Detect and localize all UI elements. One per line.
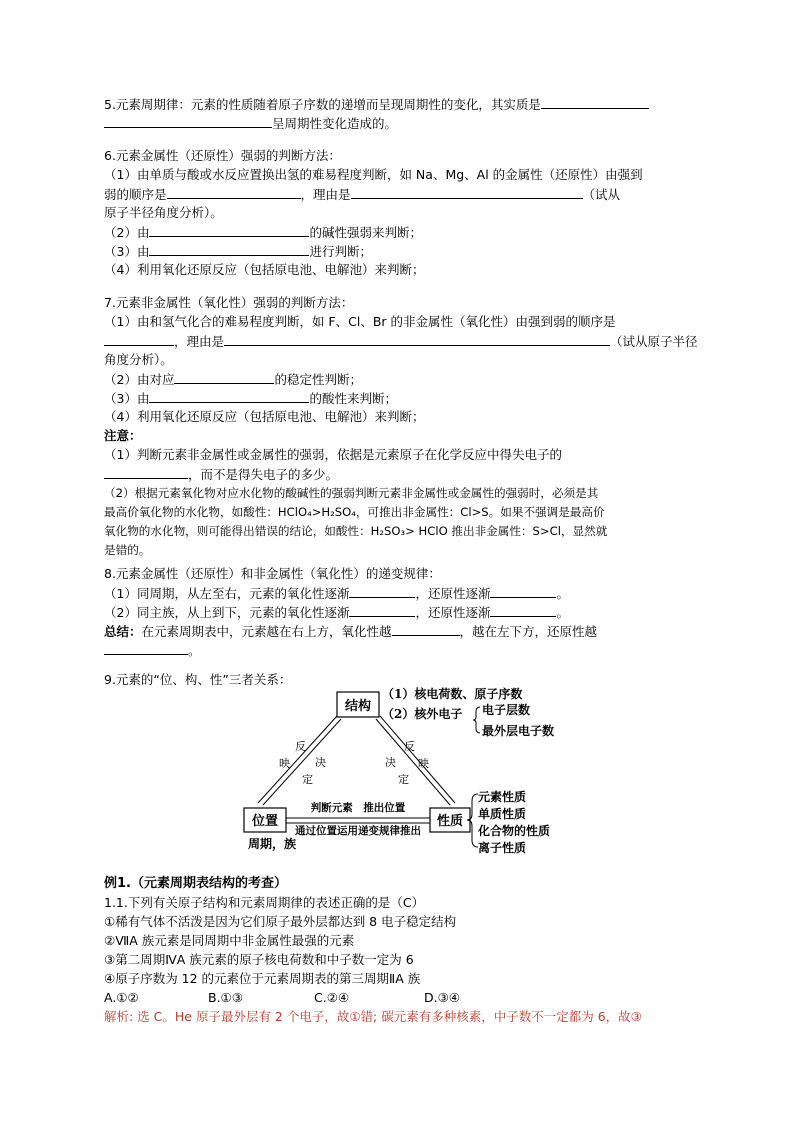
prop-2: 单质性质 xyxy=(478,807,527,821)
left-edge-inner xyxy=(263,719,341,805)
s7-line6: （4）利用氧化还原反应（包括原电池、电解池）来判断； xyxy=(104,409,425,424)
answer-analysis: 解析: 选 C。He 原子最外层有 2 个电子，故①错; 碳元素有多种核素，中子数不一定都为 6，故③ xyxy=(104,1009,642,1024)
blank[interactable] xyxy=(167,186,301,199)
blank[interactable] xyxy=(174,371,274,384)
choice-b[interactable]: B.①③ xyxy=(208,990,243,1005)
blank[interactable] xyxy=(490,585,556,598)
note-1a: （1）判断元素非金属性或金属性的强弱，依据是元素原子在化学反应中得失电子的 xyxy=(104,447,562,462)
struct-detail-2a: 电子层数 xyxy=(482,703,531,717)
option-1: ①稀有气体不活泼是因为它们原子最外层都达到 8 电子稳定结构 xyxy=(104,914,457,929)
blank[interactable] xyxy=(104,642,188,655)
s6-line2: 弱的顺序是 ，理由是 （试从 xyxy=(104,187,621,202)
s5-line2: 呈周期性变化造成的。 xyxy=(104,115,397,132)
brace-properties xyxy=(467,794,478,847)
blank[interactable] xyxy=(392,623,460,636)
blank[interactable] xyxy=(490,604,556,617)
s6-line6: （4）利用氧化还原反应（包括原电池、电解池）来判断； xyxy=(104,262,425,277)
blank[interactable] xyxy=(349,604,415,617)
right-decide-1: 决 xyxy=(385,756,396,769)
s7-line2: ，理由是 （试从原子半径 xyxy=(104,333,698,350)
s7-title: 7.元素非金属性（氧化性）强弱的判断方法： xyxy=(104,295,354,310)
struct-detail-2: （2）核外电子 xyxy=(382,707,463,721)
s7-line4: （2）由对应 的稳定性判断； xyxy=(104,372,362,387)
question: 1.1.下列有关原子结构和元素周期律的表述正确的是（C） xyxy=(104,895,425,910)
s8-line1: （1）同周期，从左至右，元素的氧化性逐渐 ，还原性逐渐 。 xyxy=(104,586,569,601)
s7-line1: （1）由和氢气化合的难易程度判断，如 F、Cl、Br 的非金属性（氧化性）由强到弱的顺序是 xyxy=(104,314,616,329)
prop-1: 元素性质 xyxy=(478,790,527,804)
right-reflect-2: 映 xyxy=(418,757,429,770)
note-2b: 最高价氧化物的水化物，如酸性：HClO₄>H₂SO₄，可推出非金属性：Cl>S。如果不强调是最高价 xyxy=(104,505,605,519)
s7-line5: （3）由 的酸性来判断； xyxy=(104,391,397,406)
blank[interactable] xyxy=(349,585,415,598)
position-label: 位置 xyxy=(251,814,279,829)
s8-line2: （2）同主族，从上到下，元素的氧化性逐渐 ，还原性逐渐 。 xyxy=(104,605,569,620)
note-title: 注意： xyxy=(104,428,142,443)
left-decide-2: 定 xyxy=(302,773,313,786)
struct-detail-1: （1）核电荷数、原子序数 xyxy=(382,687,523,701)
option-2: ②ⅦA 族元素是同周期中非金属性最强的元素 xyxy=(104,933,355,948)
note-2a: （2）根据元素氧化物对应水化物的酸碱性的强弱判断元素非金属性或金属性的强弱时，必须是其 xyxy=(104,486,599,500)
position-sub: 周期，族 xyxy=(248,837,297,851)
s6-line5: （3）由 进行判断； xyxy=(104,244,372,259)
note-2c: 氧化物的水化物，则可能得出错误的结论，如酸性：H₂SO₃> HClO 推出非金属性：S>Cl，显然就 xyxy=(104,524,608,538)
example-title: 例1.（元素周期表结构的考查） xyxy=(104,876,287,891)
blank[interactable] xyxy=(351,186,583,199)
top-edge-label: 判断元素 推出位置 xyxy=(310,802,406,814)
right-reflect-1: 反 xyxy=(404,740,415,753)
struct-detail-2b: 最外层电子数 xyxy=(482,724,555,738)
blank[interactable] xyxy=(104,333,174,346)
s8-summary: 总结：在元素周期表中，元素越在右上方，氧化性越 ，越在左下方，还原性越 xyxy=(104,624,598,639)
left-reflect-1: 反 xyxy=(295,740,306,753)
s8-title: 8.元素金属性（还原性）和非金属性（氧化性）的递变规律： xyxy=(104,566,441,581)
option-4: ④原子序数为 12 的元素位于元素周期表的第三周期ⅡA 族 xyxy=(104,971,421,986)
property-label: 性质 xyxy=(436,814,464,829)
choice-a[interactable]: A.①② xyxy=(104,990,139,1005)
brace-electron xyxy=(473,707,480,733)
s6-line4: （2）由 的碱性强弱来判断； xyxy=(104,225,422,240)
right-decide-2: 定 xyxy=(398,773,409,786)
note-1b: ，而不是得失电子的多少。 xyxy=(104,466,338,483)
choice-c[interactable]: C.②④ xyxy=(314,990,350,1005)
s6-line3: 原子半径角度分析）。 xyxy=(104,205,223,220)
prop-3: 化合物的性质 xyxy=(478,824,551,838)
structure-label: 结构 xyxy=(344,699,372,714)
relationship-diagram xyxy=(240,686,580,856)
blank[interactable] xyxy=(541,96,649,109)
option-3: ③第二周期ⅣA 族元素的原子核电荷数和中子数一定为 6 xyxy=(104,952,414,967)
blank[interactable] xyxy=(104,466,188,479)
left-reflect-2: 映 xyxy=(279,757,290,770)
s7-line3: 角度分析）。 xyxy=(104,352,173,367)
s9-title: 9.元素的“位、构、性”三者关系： xyxy=(104,672,292,687)
prop-4: 离子性质 xyxy=(478,841,527,855)
left-decide-1: 决 xyxy=(315,756,326,769)
s6-line1: （1）由单质与酸或水反应置换出氢的难易程度判断，如 Na、Mg、Al 的金属性（还原性）由强到 xyxy=(104,167,643,182)
s6-title: 6.元素金属性（还原性）强弱的判断方法： xyxy=(104,148,341,163)
choice-d[interactable]: D.③④ xyxy=(424,990,461,1005)
bottom-edge-label: 通过位置运用递变规律推出 xyxy=(295,825,421,837)
note-2d: 是错的。 xyxy=(104,543,151,557)
blank[interactable] xyxy=(149,390,309,403)
s8-summary2: 。 xyxy=(104,642,201,659)
blank[interactable] xyxy=(104,115,272,128)
blank[interactable] xyxy=(149,224,309,237)
blank[interactable] xyxy=(149,243,309,256)
s5-line1: 5.元素周期律：元素的性质随着原子序数的递增而呈现周期性的变化，其实质是 xyxy=(104,96,649,113)
blank[interactable] xyxy=(224,333,610,346)
